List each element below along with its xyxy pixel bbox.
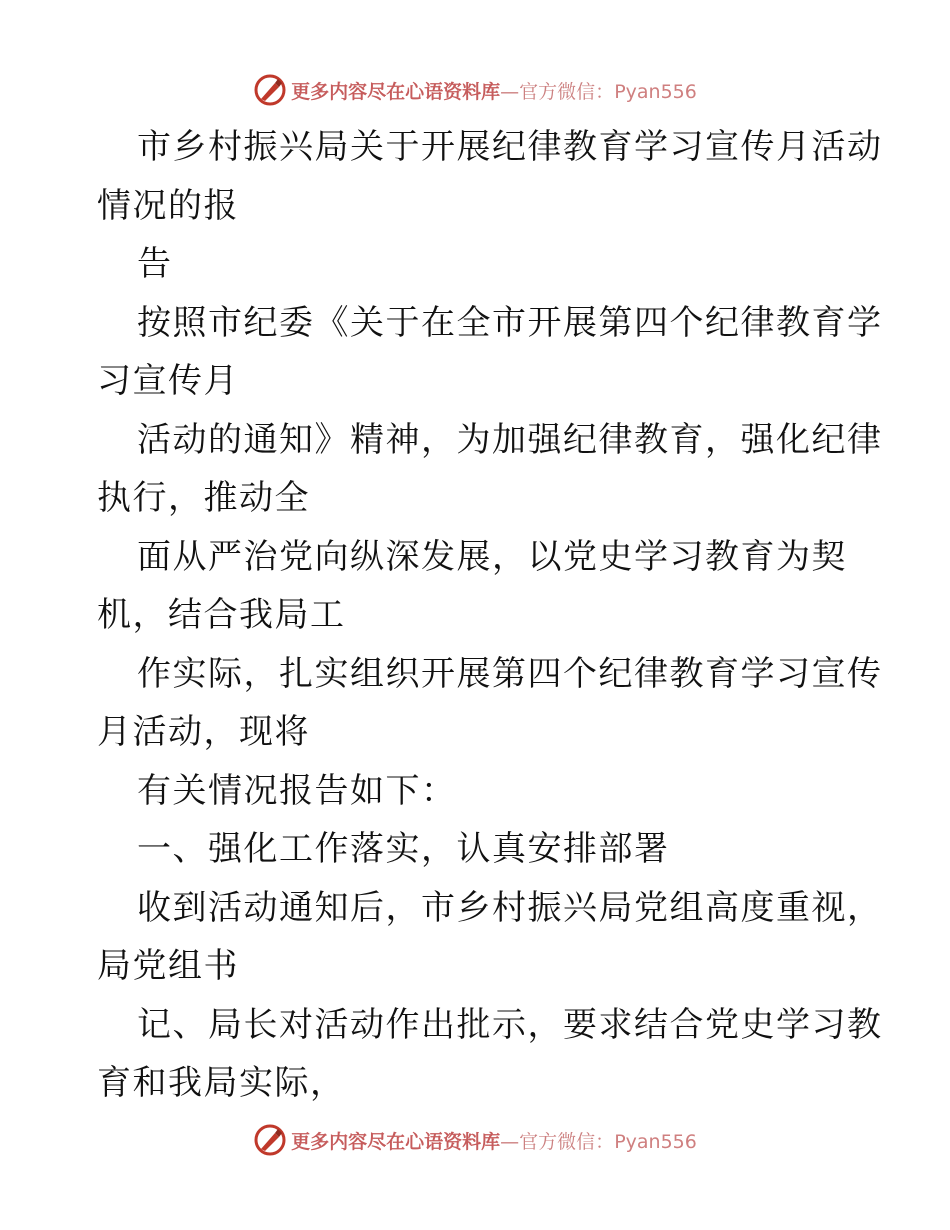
- doc-line: 活动的通知》精神，为加强纪律教育，强化纪律: [137, 419, 883, 460]
- doc-line: 机，结合我局工: [97, 595, 346, 635]
- watermark-brand: 更多内容尽在心语资料库: [291, 80, 501, 103]
- doc-line: 情况的报: [97, 185, 239, 226]
- doc-line: 有关情况报告如下：: [137, 770, 457, 811]
- section-heading: 一、强化工作落实，认真安排部署: [137, 829, 670, 869]
- doc-line: 面从严治党向纵深发展，以党史学习教育为契: [137, 536, 847, 577]
- doc-line: 市乡村振兴局关于开展纪律教育学习宣传月活动: [137, 127, 883, 167]
- doc-line: 执行，推动全: [97, 478, 310, 518]
- doc-line: 育和我局实际，: [97, 1063, 346, 1103]
- document-body: [97, 118, 883, 1113]
- doc-line: 记、局长对活动作出批示，要求结合党史学习教: [137, 1004, 883, 1045]
- doc-line: 习宣传月: [97, 361, 239, 401]
- watermark-label: 官方微信：: [519, 1130, 615, 1153]
- doc-line: 告: [137, 244, 173, 284]
- pen-logo-icon: [253, 1123, 287, 1157]
- watermark-text: [291, 77, 697, 104]
- watermark-brand: 更多内容尽在心语资料库: [291, 1130, 501, 1153]
- header-watermark: [0, 70, 950, 110]
- doc-line: 作实际，扎实组织开展第四个纪律教育学习宣传: [137, 653, 883, 694]
- watermark-account: Pyan556: [614, 1130, 697, 1153]
- watermark-text: [291, 1127, 697, 1154]
- footer-watermark: [0, 1120, 950, 1160]
- watermark-separator: —: [500, 1130, 520, 1153]
- doc-line: 月活动，现将: [97, 712, 310, 752]
- pen-logo-icon: [253, 73, 287, 107]
- doc-line: 按照市纪委《关于在全市开展第四个纪律教育学: [137, 302, 883, 343]
- watermark-account: Pyan556: [614, 80, 697, 103]
- doc-line: 收到活动通知后，市乡村振兴局党组高度重视，: [137, 887, 883, 928]
- doc-line: 局党组书: [97, 946, 239, 986]
- watermark-separator: —: [500, 80, 520, 103]
- watermark-label: 官方微信：: [519, 80, 615, 103]
